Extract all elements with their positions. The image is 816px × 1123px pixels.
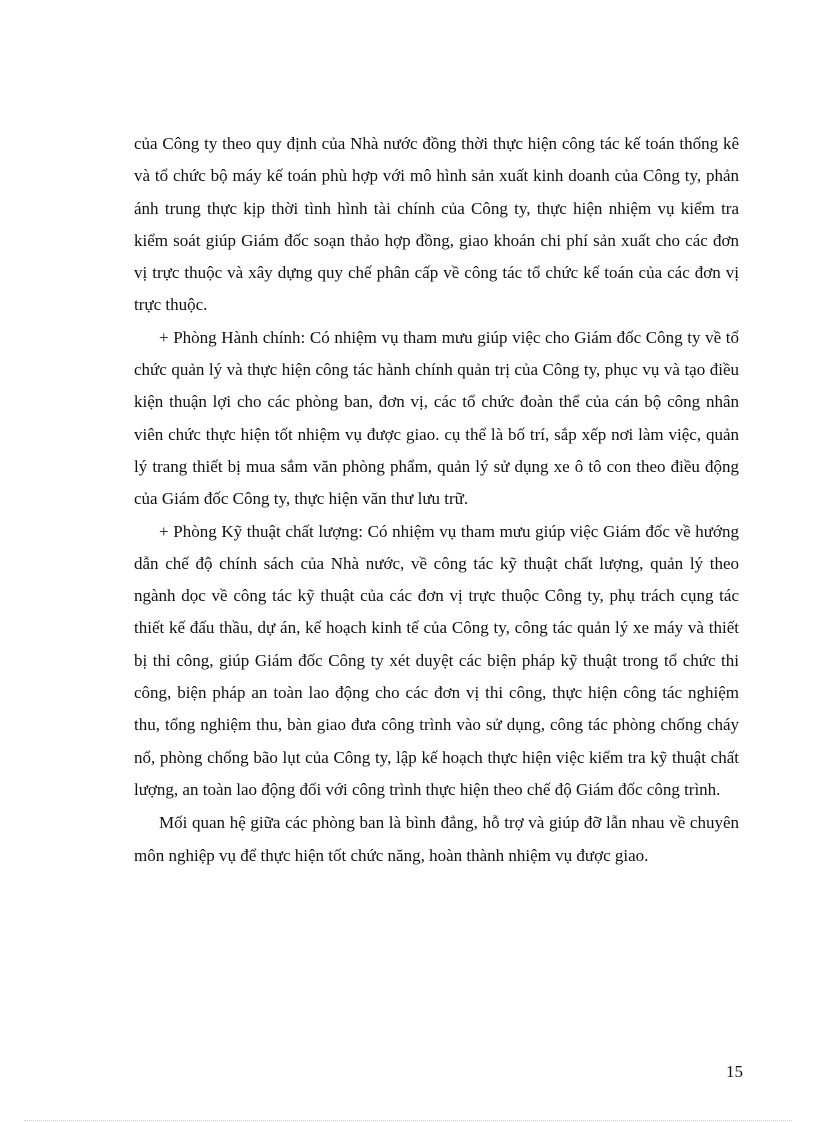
paragraph-finance-department: của Công ty theo quy định của Nhà nước đồng thời thực hiện công tác kế toán thống kê và tổ chức bộ máy kế toán phù hợp với mô hình sản xuất kinh doanh của Công ty, phản ánh trung thực kịp thời tình hình tài chính của Công ty, thực hiện nhiệm vụ kiểm tra kiểm soát giúp Giám đốc soạn thảo hợp đồng, giao khoán chi phí sản xuất cho các đơn vị trực thuộc và xây dựng quy chế phân cấp về công tác tổ chức kế toán của các đơn vị trực thuộc. <box>134 134 739 315</box>
paragraph-technical-quality-department: + Phòng Kỹ thuật chất lượng: Có nhiệm vụ tham mưu giúp việc Giám đốc về hướng dẫn chế độ chính sách của Nhà nước, về công tác kỹ thuật chất lượng, quản lý theo ngành dọc về công tác kỹ thuật của các đơn vị trực thuộc Công ty, phụ trách cụng tác thiết kế đấu thầu, dự án, kế hoạch kinh tế của Công ty, công tác quản lý xe máy và thiết bị thi công, giúp Giám đốc Công ty xét duyệt các biện pháp kỹ thuật trong tổ chức thi công, biện pháp an toàn lao động cho các đơn vị thi công, thực hiện công tác nghiệm thu, tổng nghiệm thu, bàn giao đưa công trình vào sử dụng, công tác phòng chống cháy nổ, phòng chống bão lụt của Công ty, lập kế hoạch thực hiện việc kiểm tra kỹ thuật chất lượng, an toàn lao động đối với công trình thực hiện theo chế độ Giám đốc công trình. <box>134 521 739 799</box>
paragraph-department-relationship: Mối quan hệ giữa các phòng ban là bình đẳng, hỗ trợ và giúp đỡ lẫn nhau về chuyên môn nghiệp vụ để thực hiện tốt chức năng, hoàn thành nhiệm vụ được giao. <box>134 813 739 865</box>
page-bottom-divider <box>24 1120 792 1121</box>
page-number: 15 <box>726 1062 743 1081</box>
paragraph-administration-department: + Phòng Hành chính: Có nhiệm vụ tham mưu giúp việc cho Giám đốc Công ty về tổ chức quản lý và thực hiện công tác hành chính quản trị của Công ty, phục vụ và tạo điều kiện thuận lợi cho các phòng ban, đơn vị, các tổ chức đoàn thể của cán bộ công nhân viên chức thực hiện tốt nhiệm vụ được giao. cụ thể là bố trí, sắp xếp nơi làm việc, quản lý trang thiết bị mua sắm văn phòng phẩm, quản lý sử dụng xe ô tô con theo điều động của Giám đốc Công ty, thực hiện văn thư lưu trữ. <box>134 327 739 509</box>
page-body <box>134 128 739 872</box>
